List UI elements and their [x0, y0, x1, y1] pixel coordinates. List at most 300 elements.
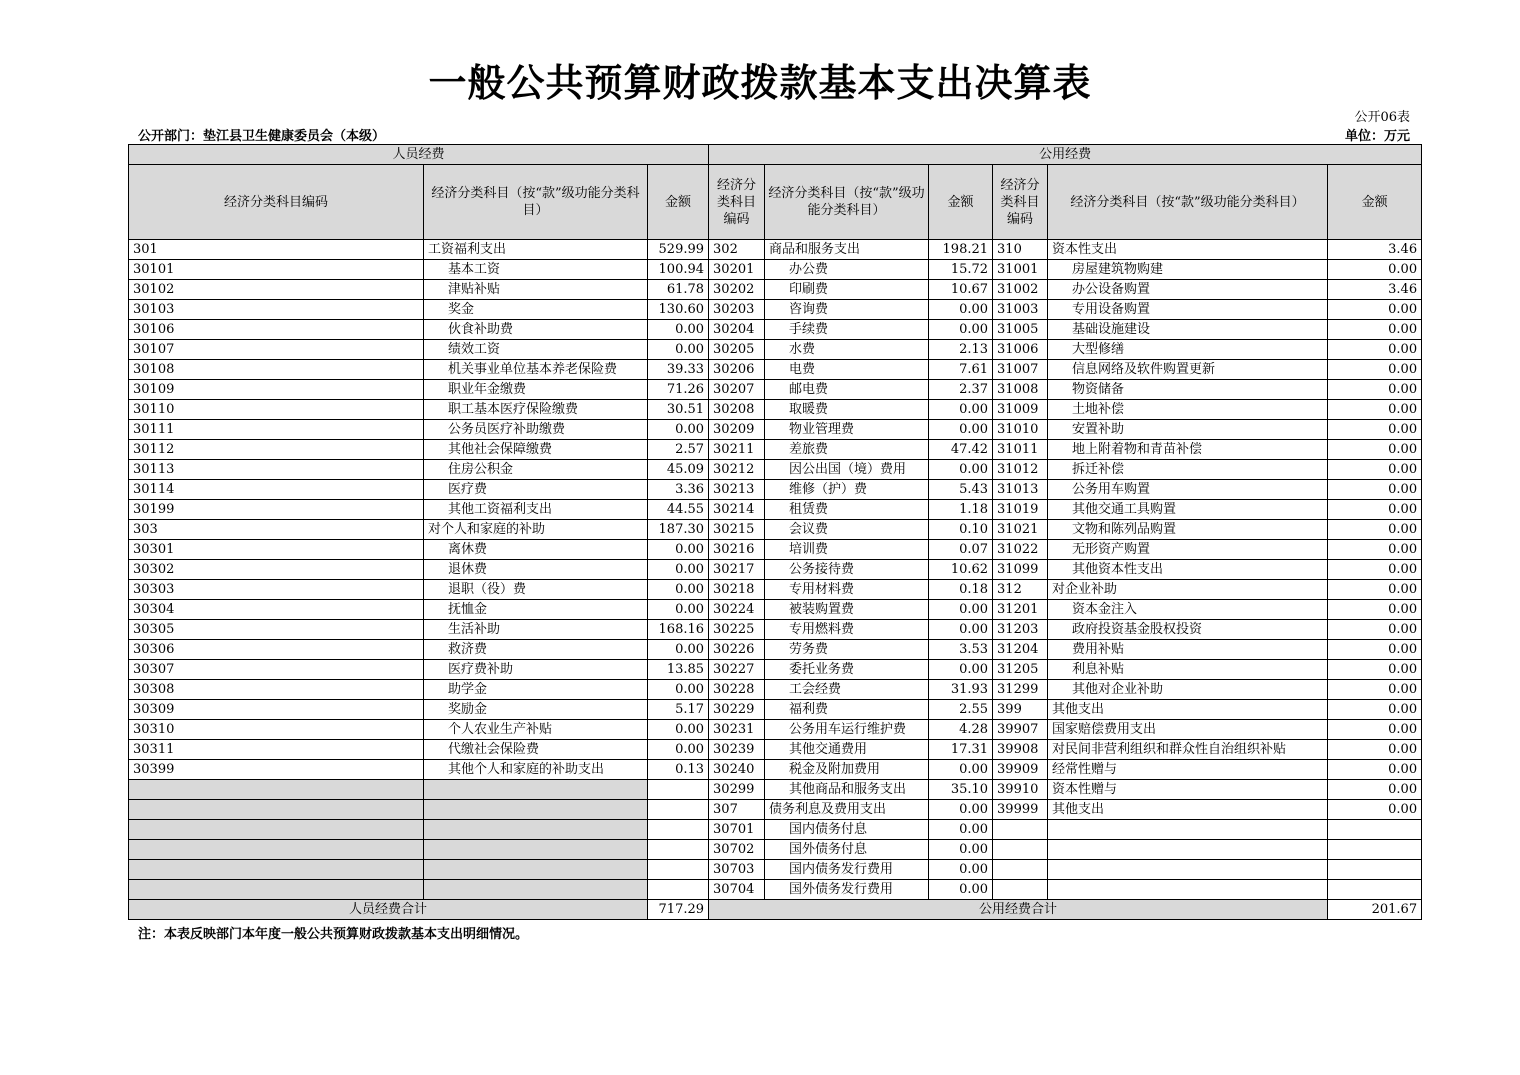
goods-name-cell: 物业管理费 — [765, 420, 929, 440]
capital-code-cell: 31008 — [993, 380, 1048, 400]
capital-code-cell: 31006 — [993, 340, 1048, 360]
capital-amount-cell: 3.46 — [1328, 240, 1422, 260]
header-capital-amount: 金额 — [1328, 165, 1422, 240]
goods-code-cell: 30207 — [709, 380, 765, 400]
personnel-amount-cell: 44.55 — [648, 500, 709, 520]
capital-amount-cell: 0.00 — [1328, 320, 1422, 340]
personnel-amount-cell: 0.00 — [648, 420, 709, 440]
capital-code-cell: 31204 — [993, 640, 1048, 660]
personnel-name-cell — [424, 820, 648, 840]
capital-amount-cell: 0.00 — [1328, 520, 1422, 540]
personnel-name-cell: 对个人和家庭的补助 — [424, 520, 648, 540]
goods-code-cell: 30211 — [709, 440, 765, 460]
capital-name-cell: 费用补贴 — [1048, 640, 1328, 660]
capital-name-cell: 其他支出 — [1048, 800, 1328, 820]
capital-code-cell — [993, 880, 1048, 900]
personnel-code-cell: 30106 — [129, 320, 424, 340]
personnel-code-cell: 30111 — [129, 420, 424, 440]
personnel-name-cell: 医疗费 — [424, 480, 648, 500]
personnel-code-cell: 30199 — [129, 500, 424, 520]
personnel-amount-cell: 45.09 — [648, 460, 709, 480]
personnel-name-cell — [424, 800, 648, 820]
personnel-code-cell: 30112 — [129, 440, 424, 460]
goods-name-cell: 福利费 — [765, 700, 929, 720]
goods-name-cell: 印刷费 — [765, 280, 929, 300]
footnote: 注：本表反映部门本年度一般公共预算财政拨款基本支出明细情况。 — [138, 927, 529, 942]
personnel-code-cell — [129, 820, 424, 840]
personnel-name-cell: 公务员医疗补助缴费 — [424, 420, 648, 440]
capital-name-cell: 资本金注入 — [1048, 600, 1328, 620]
header-capital-name: 经济分类科目（按“款”级功能分类科目） — [1048, 165, 1328, 240]
personnel-amount-cell: 168.16 — [648, 620, 709, 640]
personnel-amount-cell: 0.00 — [648, 580, 709, 600]
capital-amount-cell — [1328, 820, 1422, 840]
capital-code-cell — [993, 860, 1048, 880]
header-personnel-code: 经济分类科目编码 — [129, 165, 424, 240]
capital-name-cell: 对民间非营利组织和群众性自治组织补贴 — [1048, 740, 1328, 760]
capital-code-cell: 39999 — [993, 800, 1048, 820]
personnel-code-cell: 30302 — [129, 560, 424, 580]
table-row — [129, 240, 1422, 260]
goods-amount-cell: 0.00 — [929, 660, 993, 680]
capital-code-cell: 31002 — [993, 280, 1048, 300]
capital-amount-cell: 0.00 — [1328, 800, 1422, 820]
goods-amount-cell: 31.93 — [929, 680, 993, 700]
personnel-amount-cell: 130.60 — [648, 300, 709, 320]
capital-name-cell: 其他资本性支出 — [1048, 560, 1328, 580]
personnel-name-cell: 离休费 — [424, 540, 648, 560]
goods-name-cell: 专用材料费 — [765, 580, 929, 600]
goods-amount-cell: 0.00 — [929, 600, 993, 620]
goods-code-cell: 30224 — [709, 600, 765, 620]
personnel-name-cell: 其他社会保障缴费 — [424, 440, 648, 460]
capital-name-cell: 其他对企业补助 — [1048, 680, 1328, 700]
capital-code-cell: 39908 — [993, 740, 1048, 760]
goods-code-cell: 30213 — [709, 480, 765, 500]
goods-code-cell: 302 — [709, 240, 765, 260]
goods-code-cell: 30703 — [709, 860, 765, 880]
goods-amount-cell: 2.55 — [929, 700, 993, 720]
capital-name-cell: 房屋建筑物购建 — [1048, 260, 1328, 280]
personnel-name-cell: 津贴补贴 — [424, 280, 648, 300]
capital-amount-cell: 0.00 — [1328, 760, 1422, 780]
capital-name-cell: 土地补偿 — [1048, 400, 1328, 420]
capital-code-cell: 31205 — [993, 660, 1048, 680]
goods-name-cell: 邮电费 — [765, 380, 929, 400]
personnel-code-cell — [129, 840, 424, 860]
goods-amount-cell: 0.18 — [929, 580, 993, 600]
table-row — [129, 720, 1422, 740]
page-title: 一般公共预算财政拨款基本支出决算表 — [428, 60, 1092, 105]
unit-label: 单位：万元 — [1344, 129, 1410, 144]
personnel-code-cell — [129, 880, 424, 900]
goods-amount-cell: 5.43 — [929, 480, 993, 500]
personnel-name-cell: 医疗费补助 — [424, 660, 648, 680]
table-row — [129, 360, 1422, 380]
goods-amount-cell: 198.21 — [929, 240, 993, 260]
capital-code-cell: 31022 — [993, 540, 1048, 560]
capital-name-cell: 大型修缮 — [1048, 340, 1328, 360]
goods-code-cell: 30231 — [709, 720, 765, 740]
goods-amount-cell: 1.18 — [929, 500, 993, 520]
goods-amount-cell: 0.00 — [929, 400, 993, 420]
capital-code-cell: 31001 — [993, 260, 1048, 280]
goods-name-cell: 税金及附加费用 — [765, 760, 929, 780]
goods-amount-cell: 0.10 — [929, 520, 993, 540]
personnel-amount-cell — [648, 840, 709, 860]
capital-name-cell — [1048, 880, 1328, 900]
personnel-code-cell: 30308 — [129, 680, 424, 700]
goods-name-cell: 维修（护）费 — [765, 480, 929, 500]
header-personnel-amount: 金额 — [648, 165, 709, 240]
personnel-amount-cell: 0.00 — [648, 680, 709, 700]
goods-amount-cell: 17.31 — [929, 740, 993, 760]
personnel-code-cell: 30114 — [129, 480, 424, 500]
form-number: 公开06表 — [1354, 110, 1410, 125]
header-personnel-name: 经济分类科目（按“款”级功能分类科目） — [424, 165, 648, 240]
capital-code-cell: 31011 — [993, 440, 1048, 460]
goods-name-cell: 公务用车运行维护费 — [765, 720, 929, 740]
personnel-amount-cell — [648, 780, 709, 800]
personnel-amount-cell: 100.94 — [648, 260, 709, 280]
personnel-code-cell: 30305 — [129, 620, 424, 640]
goods-name-cell: 手续费 — [765, 320, 929, 340]
personnel-code-cell: 30102 — [129, 280, 424, 300]
capital-name-cell: 专用设备购置 — [1048, 300, 1328, 320]
goods-amount-cell: 0.00 — [929, 880, 993, 900]
capital-amount-cell: 0.00 — [1328, 740, 1422, 760]
table-row — [129, 760, 1422, 780]
capital-name-cell: 拆迁补偿 — [1048, 460, 1328, 480]
personnel-code-cell — [129, 780, 424, 800]
goods-name-cell: 取暖费 — [765, 400, 929, 420]
personnel-code-cell: 30107 — [129, 340, 424, 360]
table-row — [129, 840, 1422, 860]
capital-code-cell: 31009 — [993, 400, 1048, 420]
goods-amount-cell: 2.37 — [929, 380, 993, 400]
capital-amount-cell: 0.00 — [1328, 460, 1422, 480]
goods-name-cell: 水费 — [765, 340, 929, 360]
personnel-amount-cell: 13.85 — [648, 660, 709, 680]
goods-name-cell: 工会经费 — [765, 680, 929, 700]
personnel-name-cell: 奖金 — [424, 300, 648, 320]
capital-name-cell: 其他交通工具购置 — [1048, 500, 1328, 520]
table-row — [129, 560, 1422, 580]
personnel-code-cell: 30110 — [129, 400, 424, 420]
capital-name-cell: 安置补助 — [1048, 420, 1328, 440]
goods-name-cell: 差旅费 — [765, 440, 929, 460]
goods-code-cell: 30226 — [709, 640, 765, 660]
goods-code-cell: 30209 — [709, 420, 765, 440]
goods-code-cell: 30225 — [709, 620, 765, 640]
table-row — [129, 300, 1422, 320]
capital-name-cell: 经常性赠与 — [1048, 760, 1328, 780]
capital-amount-cell: 0.00 — [1328, 780, 1422, 800]
capital-amount-cell: 0.00 — [1328, 480, 1422, 500]
capital-code-cell: 31019 — [993, 500, 1048, 520]
capital-code-cell: 31012 — [993, 460, 1048, 480]
table-row — [129, 660, 1422, 680]
goods-amount-cell: 0.00 — [929, 460, 993, 480]
goods-code-cell: 30214 — [709, 500, 765, 520]
table-row — [129, 500, 1422, 520]
table-row — [129, 400, 1422, 420]
personnel-code-cell: 30301 — [129, 540, 424, 560]
capital-amount-cell: 0.00 — [1328, 660, 1422, 680]
table-row — [129, 700, 1422, 720]
goods-name-cell: 会议费 — [765, 520, 929, 540]
personnel-amount-cell: 0.00 — [648, 640, 709, 660]
goods-code-cell: 30202 — [709, 280, 765, 300]
capital-code-cell: 312 — [993, 580, 1048, 600]
goods-code-cell: 30227 — [709, 660, 765, 680]
personnel-amount-cell: 2.57 — [648, 440, 709, 460]
capital-code-cell: 399 — [993, 700, 1048, 720]
goods-name-cell: 其他商品和服务支出 — [765, 780, 929, 800]
personnel-name-cell: 职工基本医疗保险缴费 — [424, 400, 648, 420]
personnel-name-cell: 抚恤金 — [424, 600, 648, 620]
table-row — [129, 740, 1422, 760]
personnel-amount-cell: 529.99 — [648, 240, 709, 260]
table-row — [129, 380, 1422, 400]
goods-amount-cell: 4.28 — [929, 720, 993, 740]
capital-name-cell: 文物和陈列品购置 — [1048, 520, 1328, 540]
table-row — [129, 680, 1422, 700]
capital-amount-cell: 0.00 — [1328, 540, 1422, 560]
goods-code-cell: 30217 — [709, 560, 765, 580]
header-goods-code: 经济分类科目编码 — [709, 165, 765, 240]
table-row — [129, 340, 1422, 360]
personnel-code-cell: 30109 — [129, 380, 424, 400]
goods-amount-cell: 2.13 — [929, 340, 993, 360]
goods-amount-cell: 0.07 — [929, 540, 993, 560]
table-row — [129, 440, 1422, 460]
goods-name-cell: 租赁费 — [765, 500, 929, 520]
capital-name-cell: 利息补贴 — [1048, 660, 1328, 680]
header-capital-code: 经济分类科目编码 — [993, 165, 1048, 240]
goods-name-cell: 债务利息及费用支出 — [765, 800, 929, 820]
goods-code-cell: 30212 — [709, 460, 765, 480]
goods-amount-cell: 0.00 — [929, 840, 993, 860]
table-row — [129, 320, 1422, 340]
personnel-amount-cell — [648, 820, 709, 840]
capital-amount-cell: 0.00 — [1328, 260, 1422, 280]
goods-code-cell: 30299 — [709, 780, 765, 800]
goods-code-cell: 30216 — [709, 540, 765, 560]
goods-code-cell: 30206 — [709, 360, 765, 380]
personnel-name-cell — [424, 860, 648, 880]
goods-amount-cell: 7.61 — [929, 360, 993, 380]
budget-table — [128, 144, 1422, 920]
table-row — [129, 480, 1422, 500]
table-row — [129, 820, 1422, 840]
capital-name-cell: 基础设施建设 — [1048, 320, 1328, 340]
personnel-name-cell — [424, 780, 648, 800]
goods-code-cell: 30205 — [709, 340, 765, 360]
column-header-row — [129, 165, 1422, 240]
capital-name-cell — [1048, 860, 1328, 880]
goods-name-cell: 国内债务发行费用 — [765, 860, 929, 880]
goods-code-cell: 30218 — [709, 580, 765, 600]
personnel-code-cell: 30310 — [129, 720, 424, 740]
group-personnel: 人员经费 — [129, 145, 709, 165]
goods-amount-cell: 10.67 — [929, 280, 993, 300]
personnel-name-cell: 住房公积金 — [424, 460, 648, 480]
capital-amount-cell: 3.46 — [1328, 280, 1422, 300]
personnel-name-cell: 基本工资 — [424, 260, 648, 280]
personnel-amount-cell: 0.13 — [648, 760, 709, 780]
capital-code-cell: 31007 — [993, 360, 1048, 380]
personnel-name-cell: 退职（役）费 — [424, 580, 648, 600]
goods-name-cell: 电费 — [765, 360, 929, 380]
personnel-code-cell — [129, 860, 424, 880]
personnel-code-cell: 30306 — [129, 640, 424, 660]
capital-name-cell: 资本性支出 — [1048, 240, 1328, 260]
personnel-name-cell: 生活补助 — [424, 620, 648, 640]
goods-name-cell: 委托业务费 — [765, 660, 929, 680]
capital-name-cell: 其他支出 — [1048, 700, 1328, 720]
personnel-name-cell: 职业年金缴费 — [424, 380, 648, 400]
personnel-code-cell: 30303 — [129, 580, 424, 600]
personnel-code-cell: 30304 — [129, 600, 424, 620]
table-row — [129, 580, 1422, 600]
capital-amount-cell — [1328, 880, 1422, 900]
capital-code-cell: 31003 — [993, 300, 1048, 320]
personnel-amount-cell: 61.78 — [648, 280, 709, 300]
goods-amount-cell: 15.72 — [929, 260, 993, 280]
goods-code-cell: 30208 — [709, 400, 765, 420]
personnel-amount-cell: 5.17 — [648, 700, 709, 720]
table-row — [129, 280, 1422, 300]
goods-amount-cell: 0.00 — [929, 420, 993, 440]
personnel-amount-cell: 3.36 — [648, 480, 709, 500]
goods-amount-cell: 3.53 — [929, 640, 993, 660]
personnel-name-cell: 伙食补助费 — [424, 320, 648, 340]
capital-name-cell: 无形资产购置 — [1048, 540, 1328, 560]
personnel-code-cell: 301 — [129, 240, 424, 260]
goods-name-cell: 劳务费 — [765, 640, 929, 660]
capital-amount-cell: 0.00 — [1328, 720, 1422, 740]
capital-amount-cell: 0.00 — [1328, 620, 1422, 640]
capital-code-cell: 31013 — [993, 480, 1048, 500]
capital-name-cell: 信息网络及软件购置更新 — [1048, 360, 1328, 380]
capital-name-cell — [1048, 820, 1328, 840]
goods-amount-cell: 47.42 — [929, 440, 993, 460]
goods-name-cell: 培训费 — [765, 540, 929, 560]
personnel-code-cell: 30309 — [129, 700, 424, 720]
personnel-code-cell: 30101 — [129, 260, 424, 280]
personnel-amount-cell: 0.00 — [648, 340, 709, 360]
personnel-code-cell — [129, 800, 424, 820]
capital-code-cell: 31201 — [993, 600, 1048, 620]
personnel-code-cell: 30311 — [129, 740, 424, 760]
capital-code-cell: 31203 — [993, 620, 1048, 640]
capital-amount-cell: 0.00 — [1328, 340, 1422, 360]
goods-code-cell: 30702 — [709, 840, 765, 860]
capital-amount-cell: 0.00 — [1328, 560, 1422, 580]
goods-amount-cell: 0.00 — [929, 800, 993, 820]
goods-amount-cell: 0.00 — [929, 320, 993, 340]
group-public: 公用经费 — [709, 145, 1422, 165]
capital-code-cell: 31099 — [993, 560, 1048, 580]
table-row — [129, 420, 1422, 440]
personnel-name-cell: 奖励金 — [424, 700, 648, 720]
personnel-amount-cell — [648, 800, 709, 820]
personnel-amount-cell: 0.00 — [648, 560, 709, 580]
goods-code-cell: 30201 — [709, 260, 765, 280]
capital-code-cell: 310 — [993, 240, 1048, 260]
personnel-name-cell: 代缴社会保险费 — [424, 740, 648, 760]
capital-amount-cell — [1328, 860, 1422, 880]
goods-amount-cell: 0.00 — [929, 620, 993, 640]
personnel-total-label: 人员经费合计 — [129, 900, 648, 920]
goods-code-cell: 307 — [709, 800, 765, 820]
table-row — [129, 800, 1422, 820]
personnel-amount-cell: 30.51 — [648, 400, 709, 420]
table-row — [129, 520, 1422, 540]
goods-amount-cell: 0.00 — [929, 760, 993, 780]
table-row — [129, 540, 1422, 560]
goods-name-cell: 国内债务付息 — [765, 820, 929, 840]
goods-name-cell: 国外债务付息 — [765, 840, 929, 860]
personnel-code-cell: 30113 — [129, 460, 424, 480]
capital-name-cell — [1048, 840, 1328, 860]
personnel-name-cell: 绩效工资 — [424, 340, 648, 360]
personnel-name-cell: 工资福利支出 — [424, 240, 648, 260]
personnel-code-cell: 30108 — [129, 360, 424, 380]
goods-amount-cell: 10.62 — [929, 560, 993, 580]
personnel-name-cell: 机关事业单位基本养老保险费 — [424, 360, 648, 380]
table-row — [129, 600, 1422, 620]
personnel-amount-cell: 71.26 — [648, 380, 709, 400]
capital-amount-cell: 0.00 — [1328, 300, 1422, 320]
personnel-code-cell: 30307 — [129, 660, 424, 680]
personnel-name-cell — [424, 840, 648, 860]
public-total-label: 公用经费合计 — [709, 900, 1328, 920]
header-goods-name: 经济分类科目（按“款”级功能分类科目） — [765, 165, 929, 240]
personnel-name-cell: 个人农业生产补贴 — [424, 720, 648, 740]
goods-amount-cell: 0.00 — [929, 860, 993, 880]
personnel-code-cell: 30103 — [129, 300, 424, 320]
capital-code-cell — [993, 840, 1048, 860]
capital-amount-cell: 0.00 — [1328, 580, 1422, 600]
department-label: 公开部门：垫江县卫生健康委员会（本级） — [138, 129, 386, 144]
public-total-value: 201.67 — [1328, 900, 1422, 920]
personnel-name-cell: 助学金 — [424, 680, 648, 700]
capital-amount-cell: 0.00 — [1328, 380, 1422, 400]
goods-name-cell: 公务接待费 — [765, 560, 929, 580]
table-row — [129, 640, 1422, 660]
personnel-name-cell: 退休费 — [424, 560, 648, 580]
personnel-amount-cell: 187.30 — [648, 520, 709, 540]
capital-amount-cell: 0.00 — [1328, 600, 1422, 620]
capital-name-cell: 政府投资基金股权投资 — [1048, 620, 1328, 640]
capital-name-cell: 公务用车购置 — [1048, 480, 1328, 500]
goods-amount-cell: 0.00 — [929, 820, 993, 840]
capital-name-cell: 对企业补助 — [1048, 580, 1328, 600]
goods-amount-cell: 35.10 — [929, 780, 993, 800]
personnel-amount-cell: 0.00 — [648, 540, 709, 560]
goods-name-cell: 办公费 — [765, 260, 929, 280]
group-header-row — [129, 145, 1422, 165]
capital-code-cell: 31005 — [993, 320, 1048, 340]
goods-name-cell: 咨询费 — [765, 300, 929, 320]
personnel-code-cell: 30399 — [129, 760, 424, 780]
personnel-name-cell: 救济费 — [424, 640, 648, 660]
personnel-amount-cell: 0.00 — [648, 320, 709, 340]
capital-amount-cell — [1328, 840, 1422, 860]
capital-code-cell: 31299 — [993, 680, 1048, 700]
